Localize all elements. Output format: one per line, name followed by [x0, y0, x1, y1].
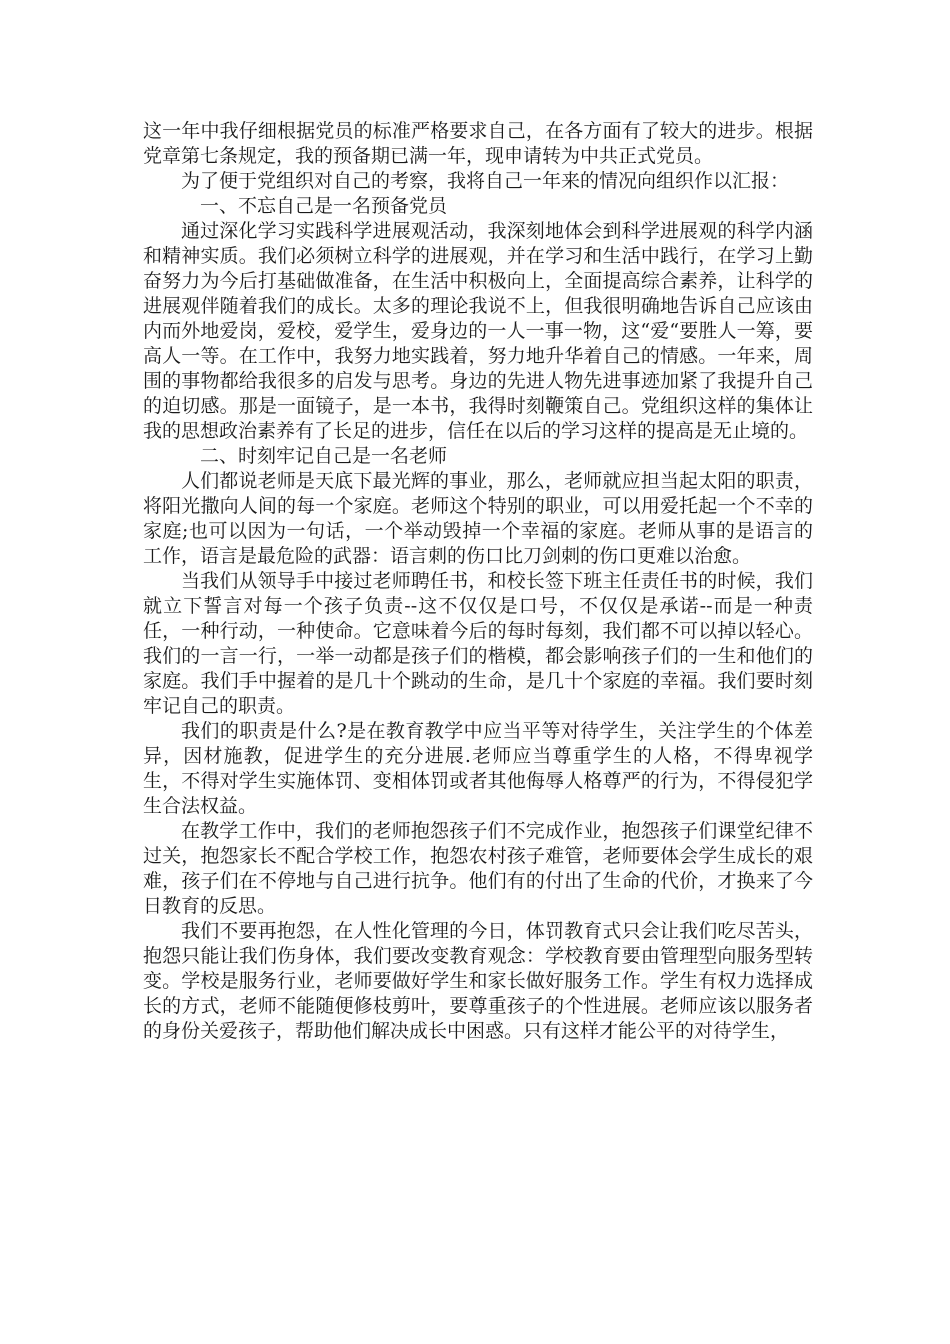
paragraph-teacher-profession: 人们都说老师是天底下最光辉的事业，那么，老师就应担当起太阳的职责，将阳光撒向人间的每一个家庭。老师这个特别的职业，可以用爱托起一个不幸的家庭;也可以因为一句话，一个举动毁掉一个幸福的家庭。老师从事的是语言的工作，语言是最危险的武器：语言刺的伤口比刀剑刺的伤口更难以治愈。: [143, 470, 813, 567]
paragraph-report-intro: 为了便于党组织对自己的考察，我将自己一年来的情况向组织作以汇报：: [181, 170, 790, 192]
section-heading-teacher: 二、时刻牢记自己是一名老师: [200, 445, 448, 467]
paragraph-teacher-duties: 我们的职责是什么?是在教育教学中应当平等对待学生，关注学生的个体差异，因材施教，促进学生的充分进展.老师应当尊重学生的人格，不得卑视学生，不得对学生实施体罚、变相体罚或者其他侮辱人格尊严的行为，不得侵犯学生合法权益。: [143, 720, 813, 817]
paragraph-application-intro: 这一年中我仔细根据党员的标准严格要求自己，在各方面有了较大的进步。根据党章第七条规定，我的预备期已满一年，现申请转为中共正式党员。: [143, 120, 813, 167]
paragraph-scientific-development: 通过深化学习实践科学进展观活动，我深刻地体会到科学进展观的科学内涵和精神实质。我们必须树立科学的进展观，并在学习和生活中践行，在学习上勤奋努力为今后打基础做准备，在生活中积极向上，全面提高综合素养，让科学的进展观伴随着我们的成长。太多的理论我说不上，但我很明确地告诉自己应该由内而外地爱岗，爱校，爱学生，爱身边的一人一事一物，这“爱“要胜人一筹，要高人一等。在工作中，我努力地实践着，努力地升华着自己的情感。一年来，周围的事物都给我很多的启发与思考。身边的先进人物先进事迹加紧了我提升自己的迫切感。那是一面镜子，是一本书，我得时刻鞭策自己。党组织这样的集体让我的思想政治素养有了长足的进步，信任在以后的学习这样的提高是无止境的。: [143, 220, 813, 442]
paragraph-teacher-contract: 当我们从领导手中接过老师聘任书，和校长签下班主任责任书的时候，我们就立下誓言对每一个孩子负责--这不仅仅是口号，不仅仅是承诺--而是一种责任，一种行动，一种使命。它意味着今后的每时每刻，我们都不可以掉以轻心。我们的一言一行，一举一动都是孩子们的楷模，都会影响孩子们的一生和他们的家庭。我们手中握着的是几十个跳动的生命，是几十个家庭的幸福。我们要时刻牢记自己的职责。: [143, 570, 813, 717]
document-body: [143, 119, 813, 1044]
section-heading-probationary-member: 一、不忘自己是一名预备党员: [200, 195, 448, 217]
paragraph-service-education: 我们不要再抱怨，在人性化管理的今日，体罚教育式只会让我们吃尽苦头，抱怨只能让我们伤身体，我们要改变教育观念：学校教育要由管理型向服务型转变。学校是服务行业，老师要做好学生和家长做好服务工作。学生有权力选择成长的方式，老师不能随便修枝剪叶，要尊重孩子的个性进展。老师应该以服务者的身份关爱孩子，帮助他们解决成长中困惑。只有这样才能公平的对待学生，: [143, 920, 813, 1042]
paragraph-teaching-complaints: 在教学工作中，我们的老师抱怨孩子们不完成作业，抱怨孩子们课堂纪律不过关，抱怨家长不配合学校工作，抱怨农村孩子难管，老师要体会学生成长的艰难，孩子们在不停地与自己进行抗争。他们有的付出了生命的代价，才换来了今日教育的反思。: [143, 820, 813, 917]
